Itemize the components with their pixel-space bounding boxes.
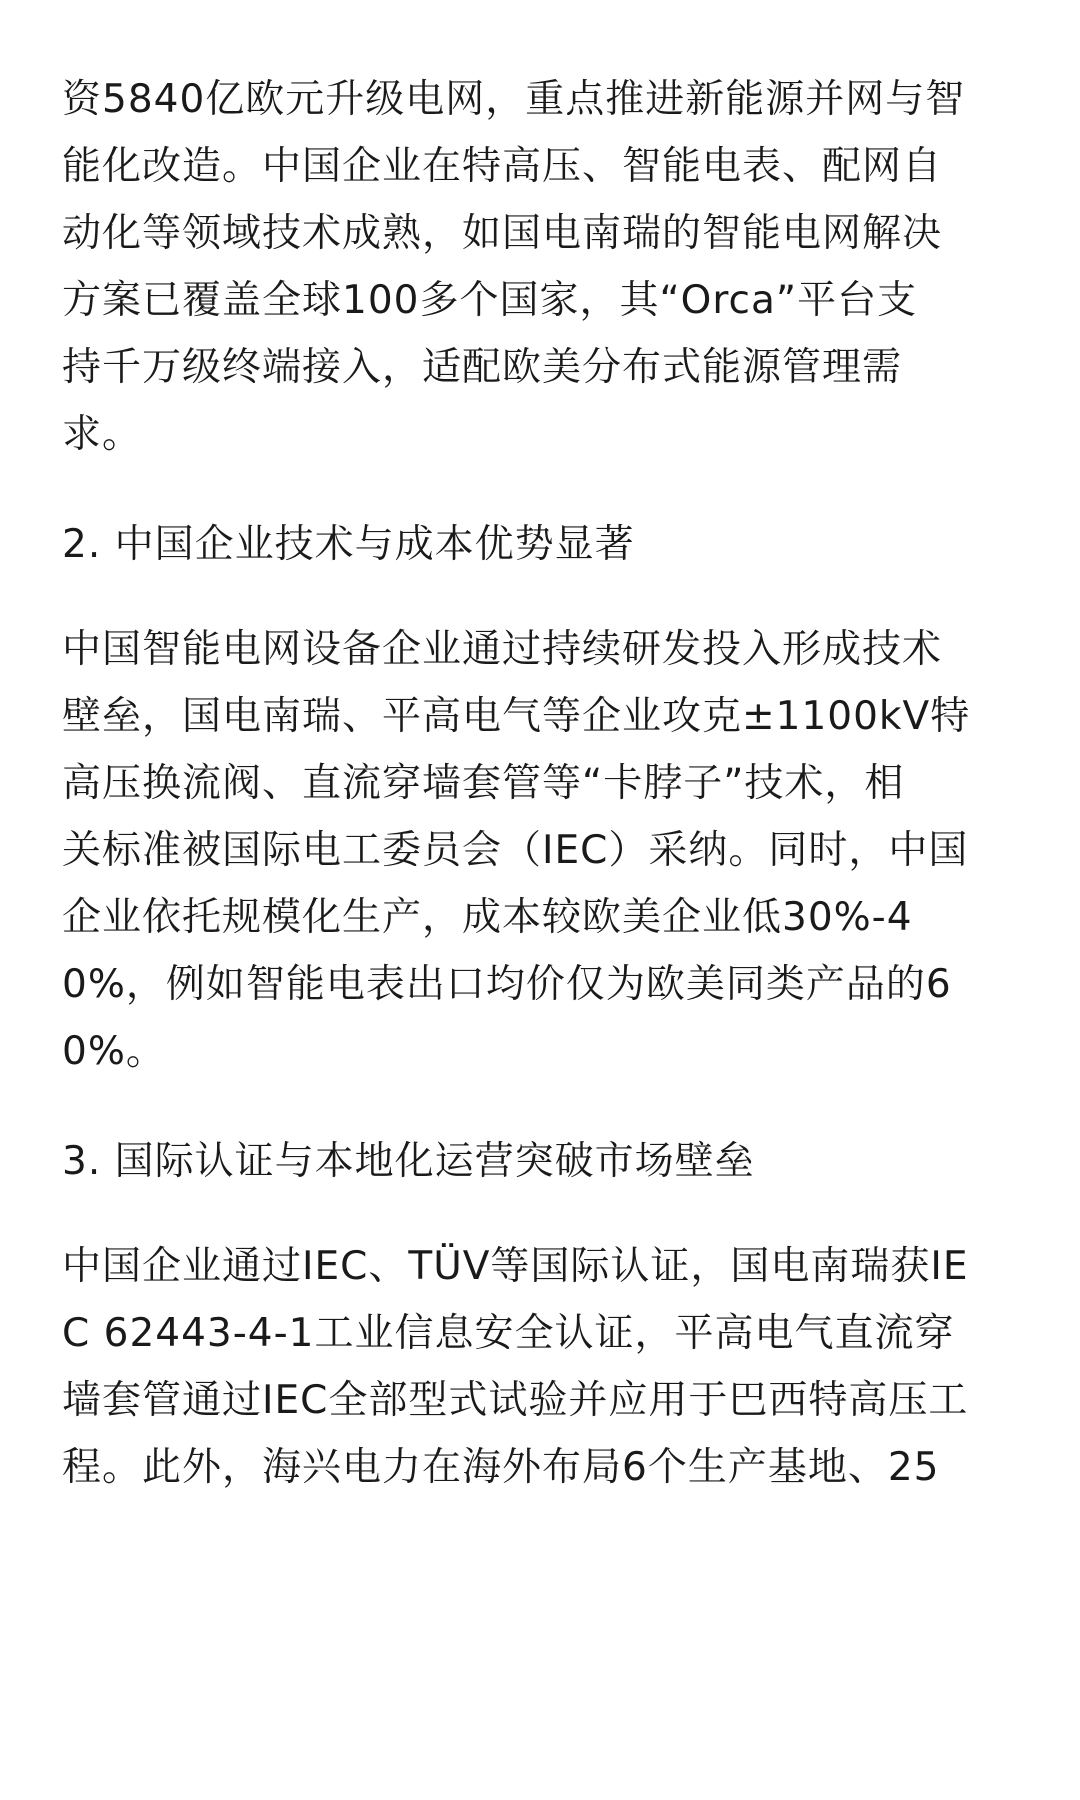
paragraph-line: 企业依托规模化生产，成本较欧美企业低30%-4 <box>62 895 913 940</box>
paragraph-line: 壁垒，国电南瑞、平高电气等企业攻克±1100kV特 <box>62 694 971 739</box>
paragraph-line: 求。 <box>62 412 143 457</box>
paragraph-line: 程。此外，海兴电力在海外布局6个生产基地、25 <box>62 1445 940 1490</box>
paragraph-line: 资5840亿欧元升级电网，重点推进新能源并网与智 <box>62 77 966 122</box>
paragraph-line: 中国智能电网设备企业通过持续研发投入形成技术 <box>62 627 943 672</box>
paragraph-line: 动化等领域技术成熟，如国电南瑞的智能电网解决 <box>62 211 943 256</box>
paragraph-line: 关标准被国际电工委员会（IEC）采纳。同时，中国 <box>62 828 969 873</box>
paragraph-line: 高压换流阀、直流穿墙套管等“卡脖子”技术，相 <box>62 761 905 806</box>
section-heading-3: 3. 国际认证与本地化运营突破市场壁垒 <box>62 1139 755 1184</box>
paragraph-line: 0%，例如智能电表出口均价仅为欧美同类产品的6 <box>62 962 952 1007</box>
paragraph-line: 中国企业通过IEC、TÜV等国际认证，国电南瑞获IE <box>62 1244 969 1289</box>
paragraph-line: C 62443-4-1工业信息安全认证，平高电气直流穿 <box>62 1311 955 1356</box>
paragraph-line: 能化改造。中国企业在特高压、智能电表、配网自 <box>62 144 943 189</box>
paragraph-line: 持千万级终端接入，适配欧美分布式能源管理需 <box>62 345 903 390</box>
paragraph-line: 0%。 <box>62 1029 166 1074</box>
paragraph-line: 方案已覆盖全球100多个国家，其“Orca”平台支 <box>62 278 918 323</box>
paragraph-line: 墙套管通过IEC全部型式试验并应用于巴西特高压工 <box>62 1378 969 1423</box>
section-heading-2: 2. 中国企业技术与成本优势显著 <box>62 522 635 567</box>
